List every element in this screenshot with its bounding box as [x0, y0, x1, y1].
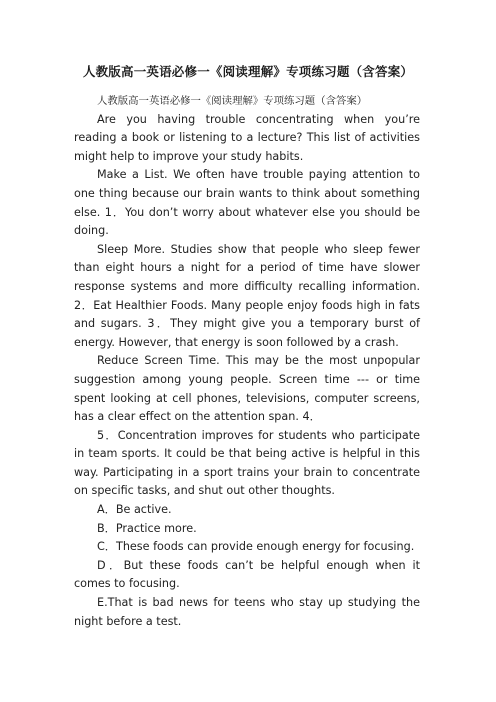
sports-paragraph: 5．Concentration improves for students who participate in team sports. It could be that being active is helpful in this way. Participating in a sport trains your brain to concentrate on specific tasks, and shut out other thoughts. [74, 428, 420, 498]
intro-paragraph: Are you having trouble concentrating when you’re reading a book or listening to a lecture? This list of activities might help to improve your study habits. [74, 112, 420, 163]
option-a: A．Be active. [97, 503, 172, 517]
option-d: D．But these foods can’t be helpful enough when it comes to focusing. [74, 558, 420, 591]
document-title: 人教版高一英语必修一《阅读理解》专项练习题（含答案） [82, 64, 414, 79]
subtitle-paragraph: 人教版高一英语必修一《阅读理解》专项练习题（含答案） [97, 95, 368, 107]
sleep-more-paragraph: Sleep More. Studies show that people who sleep fewer than eight hours a night for a period of time have slower response systems and more difficulty recalling information. 2．Eat Healthier Foods. Many people enjoy foods high in fats and sugars. 3．They might give you a temporary burst of energy. However, that energy is soon followed by a crash. [74, 242, 420, 349]
make-a-list-paragraph: Make a List. We often have trouble paying attention to one thing because our brain wants to think about something else. 1．You don’t worry about whatever else you should be doing. [74, 168, 420, 238]
document-body [74, 92, 420, 631]
option-e: E.That is bad news for teens who stay up studying the night before a test. [74, 596, 420, 628]
option-c: C．These foods can provide enough energy for focusing. [97, 540, 415, 554]
reduce-screen-time-paragraph: Reduce Screen Time. This may be the most unpopular suggestion among young people. Screen time --- or time spent looking at cell phones, televisions, computer screens, has a clear effect on the attention span. 4． [74, 354, 420, 424]
option-b: B．Practice more. [97, 521, 197, 535]
